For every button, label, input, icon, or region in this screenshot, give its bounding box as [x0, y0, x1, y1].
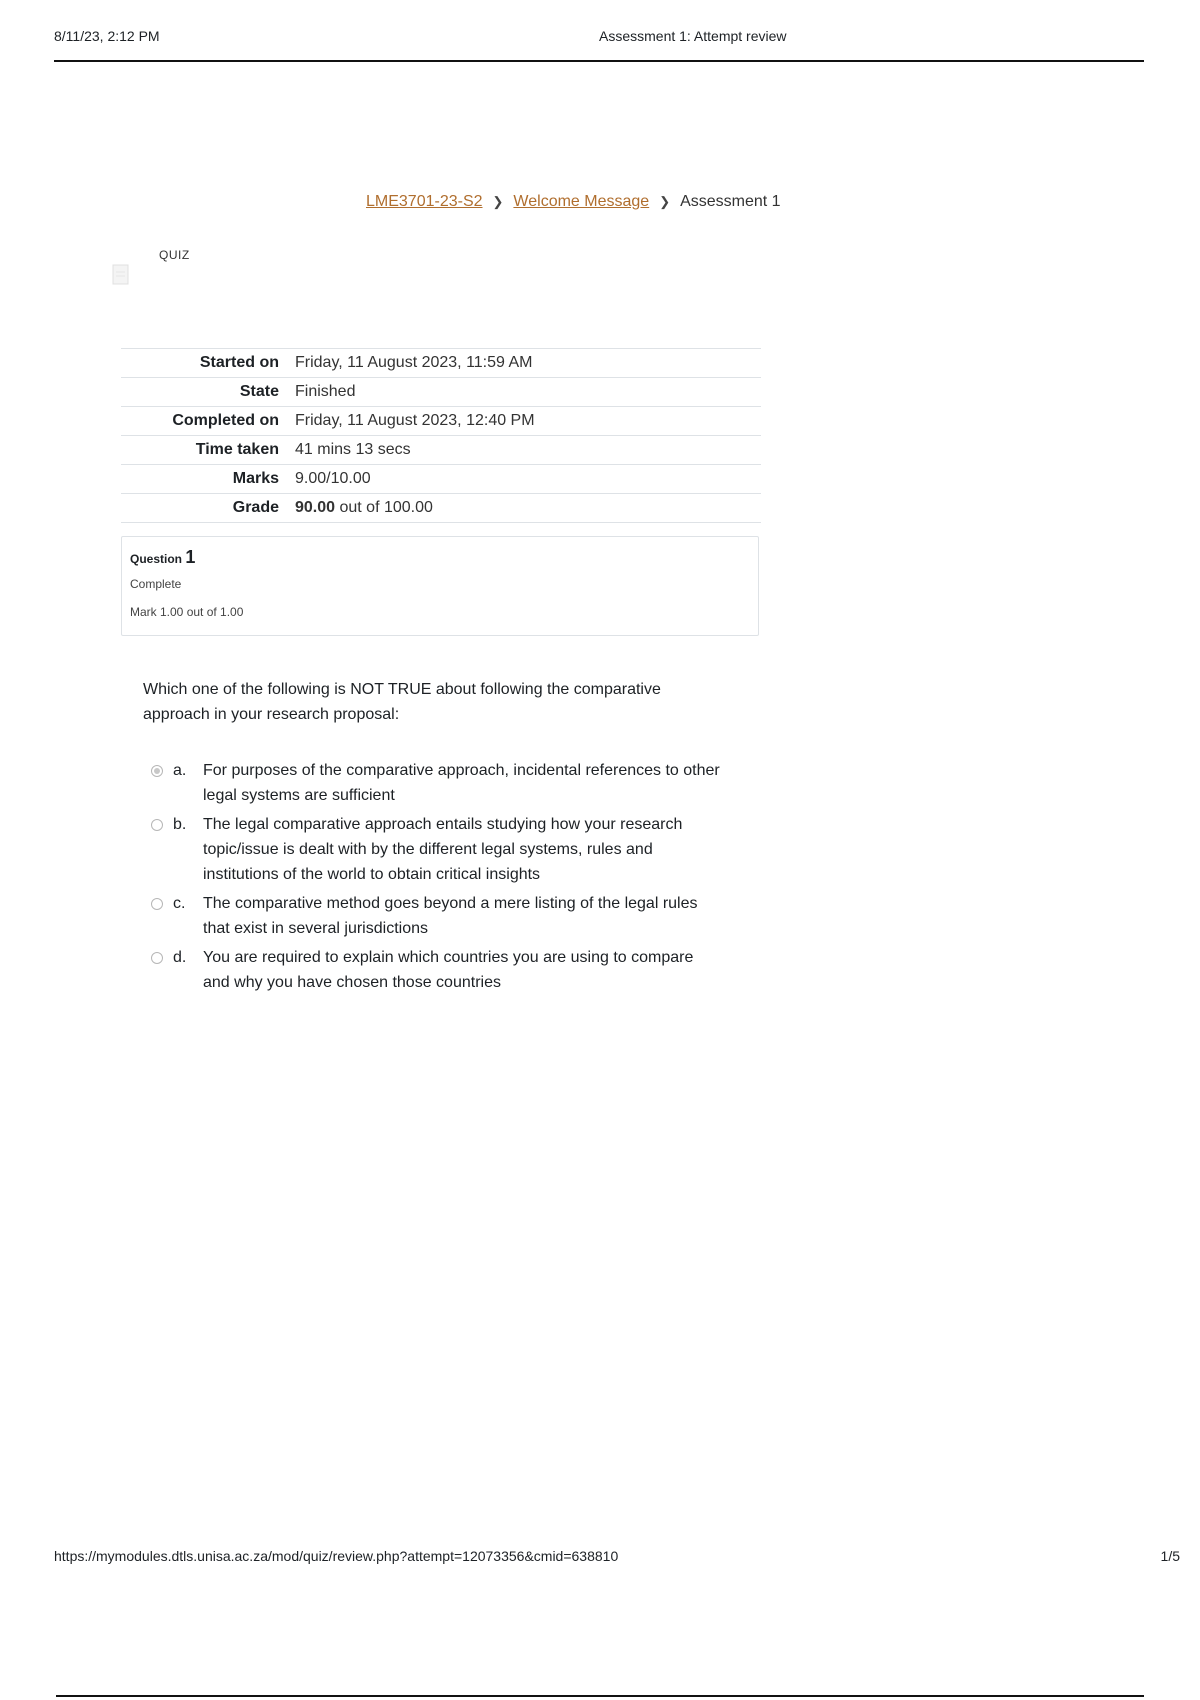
summary-label: Started on [199, 354, 279, 371]
summary-label: Completed on [172, 412, 279, 429]
summary-value: 9.00/10.00 [295, 470, 371, 487]
summary-value: 41 mins 13 secs [295, 441, 411, 458]
question-info-box [121, 536, 759, 636]
answer-option-a[interactable] [151, 758, 751, 808]
summary-value: Friday, 11 August 2023, 12:40 PM [295, 412, 535, 429]
print-header [54, 28, 1144, 62]
question-state: Complete [130, 577, 182, 591]
page-counter: 1/5 [1160, 1548, 1180, 1564]
summary-row-marks [121, 465, 761, 494]
answer-option-c[interactable] [151, 891, 751, 941]
summary-row-state [121, 378, 761, 407]
answer-text: For purposes of the comparative approach, incidental references to other legal systems are sufficient [203, 762, 720, 804]
question-number [130, 547, 195, 568]
breadcrumb [366, 193, 781, 211]
radio-icon[interactable] [151, 898, 163, 910]
question-text: Which one of the following is NOT TRUE about following the comparative approach in your research proposal: [143, 681, 661, 723]
breadcrumb-course-link[interactable]: LME3701-23-S2 [366, 193, 483, 210]
answer-text: You are required to explain which countries you are using to compare and why you have chosen those countries [203, 949, 694, 991]
answer-letter: d. [173, 949, 187, 966]
attempt-summary-table [121, 348, 761, 523]
answer-text: The comparative method goes beyond a mere listing of the legal rules that exist in several jurisdictions [203, 895, 698, 937]
radio-icon[interactable] [151, 819, 163, 831]
activity-type-label: QUIZ [159, 248, 190, 262]
answer-letter: a. [173, 762, 187, 779]
summary-value: Friday, 11 August 2023, 11:59 AM [295, 354, 533, 371]
radio-icon[interactable] [151, 952, 163, 964]
summary-row-started [121, 349, 761, 378]
summary-value [295, 494, 761, 523]
summary-row-grade [121, 494, 761, 523]
answer-text: The legal comparative approach entails studying how your research topic/issue is dealt with by the different legal systems, rules and institutions of the world to obtain critical insights [203, 816, 683, 883]
summary-row-time-taken [121, 436, 761, 465]
grade-value: 90.00 [295, 499, 336, 516]
page-url: https://mymodules.dtls.unisa.ac.za/mod/quiz/review.php?attempt=12073356&cmid=638810 [54, 1548, 619, 1564]
print-datetime: 8/11/23, 2:12 PM [54, 28, 160, 44]
answer-options [151, 758, 751, 999]
answer-letter: c. [173, 895, 186, 912]
answer-letter: b. [173, 816, 187, 833]
summary-label: Time taken [195, 441, 279, 458]
grade-out-of: out of 100.00 [335, 499, 433, 516]
divider [56, 1695, 1144, 1697]
question-mark: Mark 1.00 out of 1.00 [130, 605, 244, 619]
summary-row-completed [121, 407, 761, 436]
answer-option-b[interactable] [151, 812, 751, 887]
question-label: Question [130, 552, 183, 566]
print-page-title: Assessment 1: Attempt review [599, 28, 787, 44]
question-number-value: 1 [185, 547, 196, 567]
chevron-right-icon: ❯ [659, 194, 671, 209]
quiz-icon [112, 264, 130, 286]
summary-value: Finished [295, 383, 356, 400]
radio-selected-icon[interactable] [151, 765, 163, 777]
answer-option-d[interactable] [151, 945, 751, 995]
summary-label: Marks [232, 470, 279, 487]
chevron-right-icon: ❯ [492, 194, 504, 209]
breadcrumb-section-link[interactable]: Welcome Message [513, 193, 650, 210]
summary-label: Grade [232, 499, 279, 516]
breadcrumb-current: Assessment 1 [680, 193, 781, 210]
summary-label: State [239, 383, 279, 400]
